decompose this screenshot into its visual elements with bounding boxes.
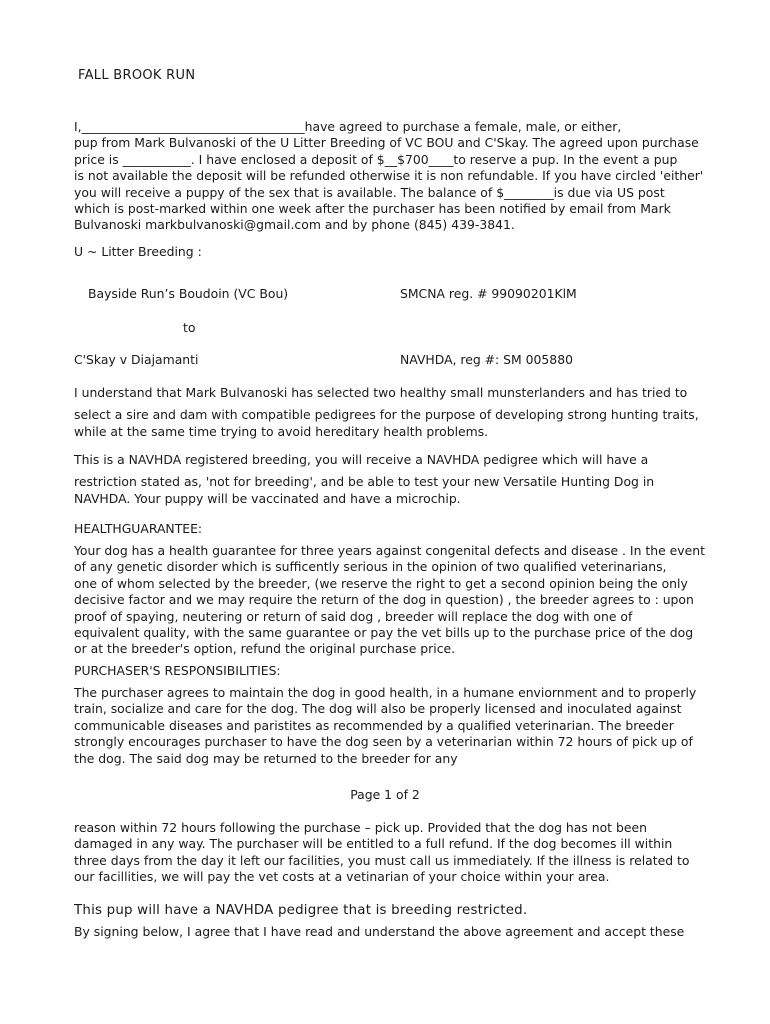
sire-name: Bayside Run’s Boudoin (VC Bou) bbox=[88, 286, 289, 301]
text-line: The purchaser agrees to maintain the dog in good health, in a humane enviornment and to properly bbox=[74, 685, 697, 700]
text-line: while at the same time trying to avoid hereditary health problems. bbox=[74, 423, 489, 439]
text-line: equivalent quality, with the same guarantee or pay the vet bills up to the purchase price of the dog bbox=[74, 625, 694, 641]
text-line: reason within 72 hours following the purchase – pick up. Provided that the dog has not been bbox=[74, 820, 647, 835]
text-line: price is ___________. I have enclosed a deposit of $__$700____to reserve a pup. In the event a pup bbox=[74, 151, 678, 167]
text-line: restriction stated as, 'not for breeding', and be able to test your new Versatile Hunting Dog in bbox=[74, 474, 655, 490]
page-number: Page 1 of 2 bbox=[350, 787, 420, 802]
text-line: This is a NAVHDA registered breeding, you will receive a NAVHDA pedigree which will have a bbox=[74, 452, 649, 467]
text-line: Your dog has a health guarantee for three years against congenital defects and disease . In the event bbox=[74, 543, 705, 558]
text-line: decisive factor and we may require the return of the dog in question) , the breeder agrees to : upon bbox=[74, 592, 694, 608]
health-guarantee-paragraph bbox=[74, 543, 714, 658]
text-line: proof of spaying, neutering or return of said dog , breeder will replace the dog with one of bbox=[74, 608, 633, 624]
text-line: damaged in any way. The purchaser will be entitled to a full refund. If the dog becomes ill within bbox=[74, 836, 673, 852]
text-line: you will receive a puppy of the sex that is available. The balance of $________is due via US post bbox=[74, 184, 665, 200]
text-line: which is post-marked within one week after the purchaser has been notified by email from Mark bbox=[74, 201, 671, 217]
text-line: strongly encourages purchaser to have the dog seen by a veterinarian within 72 hours of pick up of bbox=[74, 734, 693, 750]
health-guarantee-heading: HEALTHGUARANTEE: bbox=[74, 521, 203, 536]
text-line: one of whom selected by the breeder, (we reserve the right to get a second opinion being the only bbox=[74, 575, 688, 591]
dam-name: C'Skay v Diajamanti bbox=[74, 352, 199, 367]
pedigree-statement: This pup will have a NAVHDA pedigree that is breeding restricted. bbox=[74, 903, 528, 918]
navhda-paragraph bbox=[74, 452, 714, 507]
purchaser-paragraph bbox=[74, 685, 714, 767]
text-line: NAVHDA. Your puppy will be vaccinated and have a microchip. bbox=[74, 490, 461, 506]
text-line: I understand that Mark Bulvanoski has selected two healthy small munsterlanders and has tried to bbox=[74, 385, 688, 400]
text-line: three days from the day it left our facilities, you must call us immediately. If the illness is related to bbox=[74, 852, 690, 868]
text-line: of any genetic disorder which is sufficently serious in the opinion of two qualified veterinarians, bbox=[74, 559, 667, 575]
text-line: our facillities, we will pay the vet costs at a vetinarian of your choice within your area. bbox=[74, 869, 610, 885]
sire-registration: SMCNA reg. # 99090201KlM bbox=[400, 286, 577, 301]
text-line: the dog. The said dog may be returned to the breeder for any bbox=[74, 750, 458, 766]
text-line: communicable diseases and paristites as recommended by a qualified veterinarian. The breeder bbox=[74, 717, 674, 733]
purchaser-responsibilities-heading: PURCHASER'S RESPONSIBILITIES: bbox=[74, 663, 281, 678]
text-line: I,____________________________________have agreed to purchase a female, male, or either, bbox=[74, 119, 622, 134]
to-label: to bbox=[183, 320, 196, 335]
text-line: train, socialize and care for the dog. The dog will also be properly licensed and inoculated against bbox=[74, 701, 682, 717]
understand-paragraph bbox=[74, 385, 714, 440]
return-policy-paragraph bbox=[74, 820, 714, 886]
text-line: pup from Mark Bulvanoski of the U Litter Breeding of VC BOU and C'Skay. The agreed upon purchase bbox=[74, 135, 699, 151]
text-line: or at the breeder's option, refund the original purchase price. bbox=[74, 641, 456, 657]
text-line: select a sire and dam with compatible pedigrees for the purpose of developing strong hunting traits, bbox=[74, 407, 699, 423]
agreement-paragraph bbox=[74, 119, 714, 234]
signing-line: By signing below, I agree that I have read and understand the above agreement and accept these bbox=[74, 924, 685, 939]
document-title: FALL BROOK RUN bbox=[78, 68, 196, 83]
text-line: Bulvanoski markbulvanoski@gmail.com and by phone (845) 439-3841. bbox=[74, 217, 515, 233]
dam-registration: NAVHDA, reg #: SM 005880 bbox=[400, 352, 573, 367]
text-line: is not available the deposit will be refunded otherwise it is non refundable. If you have circled 'either' bbox=[74, 168, 704, 184]
litter-heading: U ~ Litter Breeding : bbox=[74, 244, 202, 259]
